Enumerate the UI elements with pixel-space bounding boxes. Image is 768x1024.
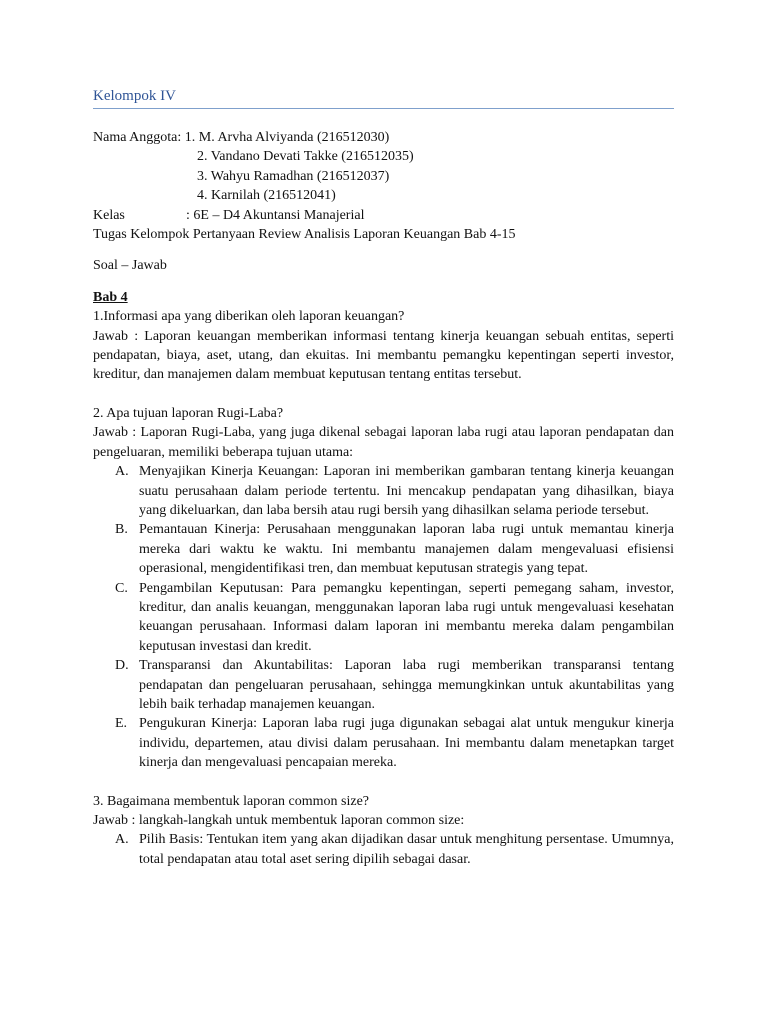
list-marker: D. <box>115 658 129 674</box>
list-item <box>93 830 674 869</box>
document-body <box>93 86 674 869</box>
list-item <box>93 579 674 657</box>
kelas-value: : 6E – D4 Akuntansi Manajerial <box>186 207 365 223</box>
list-item-text: Pengambilan Keputusan: Para pemangku kepentingan, seperti pemegang saham, investor, kreditur, dan analis keuangan, menggunakan laporan laba rugi untuk mengevaluasi kesehatan keuangan perusahaan. Informasi dalam laporan ini membantu mereka dalam pengambilan keputusan investasi dan kredit. <box>139 580 674 654</box>
member-item: 2. Vandano Devati Takke (216512035) <box>197 149 414 165</box>
answer-3: Jawab : langkah-langkah untuk membentuk laporan common size: <box>93 813 465 828</box>
member-item: 1. M. Arvha Alviyanda (216512030) <box>184 130 390 145</box>
member-item: 3. Wahyu Ramadhan (216512037) <box>197 168 390 184</box>
list-marker: C. <box>115 580 128 596</box>
list-item <box>93 462 674 520</box>
answer-1: Jawab : Laporan keuangan memberikan informasi tentang kinerja keuangan sebuah entitas, seperti pendapatan, biaya, aset, utang, dan ekuitas. Ini membantu pemangku kepentingan seperti investor, kreditur, dan manajemen dalam membuat keputusan tentang entitas tersebut. <box>93 328 674 383</box>
list-item-text: Pengukuran Kinerja: Laporan laba rugi juga digunakan sebagai alat untuk mengukur kinerja individu, departemen, atau divisi dalam perusahaan. Ini membantu dalam menetapkan target kinerja dan mengevaluasi pencapaian mereka. <box>139 716 674 771</box>
member-list <box>93 128 674 206</box>
answer-3-list <box>93 830 674 869</box>
members-label: Nama Anggota: <box>93 130 185 145</box>
list-marker: A. <box>115 832 129 848</box>
list-item <box>93 520 674 578</box>
question-3: 3. Bagaimana membentuk laporan common size? <box>93 793 370 809</box>
list-item <box>93 656 674 714</box>
kelas-label: Kelas <box>93 207 125 223</box>
answer-2-list <box>93 462 674 773</box>
chapter-title: Bab 4 <box>93 289 128 305</box>
list-item-text: Transparansi dan Akuntabilitas: Laporan laba rugi memberikan transparansi tentang pendapatan dan pengeluaran perusahaan, sehingga memungkinkan untuk akuntabilitas yang lebih baik terhadap manajemen keuangan. <box>139 658 674 712</box>
question-1: 1.Informasi apa yang diberikan oleh laporan keuangan? <box>93 309 405 325</box>
member-row <box>93 128 674 147</box>
list-item-text: Menyajikan Kinerja Keuangan: Laporan ini memberikan gambaran tentang kinerja keuangan suatu perusahaan dalam periode tertentu. Ini mencakup pendapatan yang dihasilkan, biaya yang dikeluarkan, dan laba bersih atau rugi bersih yang dihasilkan selama periode tersebut. <box>139 464 674 518</box>
answer-2: Jawab : Laporan Rugi-Laba, yang juga dikenal sebagai laporan laba rugi atau laporan pendapatan dan pengeluaran, memiliki beberapa tujuan utama: <box>93 425 674 460</box>
list-marker: A. <box>115 464 129 480</box>
kelas-row <box>93 206 674 225</box>
member-item: 4. Karnilah (216512041) <box>197 188 336 204</box>
list-item <box>93 714 674 772</box>
list-marker: E. <box>115 716 128 732</box>
header-title: Kelompok IV <box>93 88 176 104</box>
list-item-text: Pemantauan Kinerja: Perusahaan menggunakan laporan laba rugi untuk memantau kinerja mereka dari waktu ke waktu. Ini membantu manajemen dalam mengevaluasi efisiensi operasional, mengidentifikasi tren, dan membuat keputusan strategis yang tepat. <box>139 522 674 577</box>
section-heading: Soal – Jawab <box>93 258 167 274</box>
task-title: Tugas Kelompok Pertanyaan Review Analisis Laporan Keuangan Bab 4-15 <box>93 227 516 243</box>
list-item-text: Pilih Basis: Tentukan item yang akan dijadikan dasar untuk menghitung persentase. Umumnya, total pendapatan atau total aset sering dipilih sebagai dasar. <box>139 832 674 867</box>
question-2: 2. Apa tujuan laporan Rugi-Laba? <box>93 405 284 421</box>
list-marker: B. <box>115 522 128 538</box>
